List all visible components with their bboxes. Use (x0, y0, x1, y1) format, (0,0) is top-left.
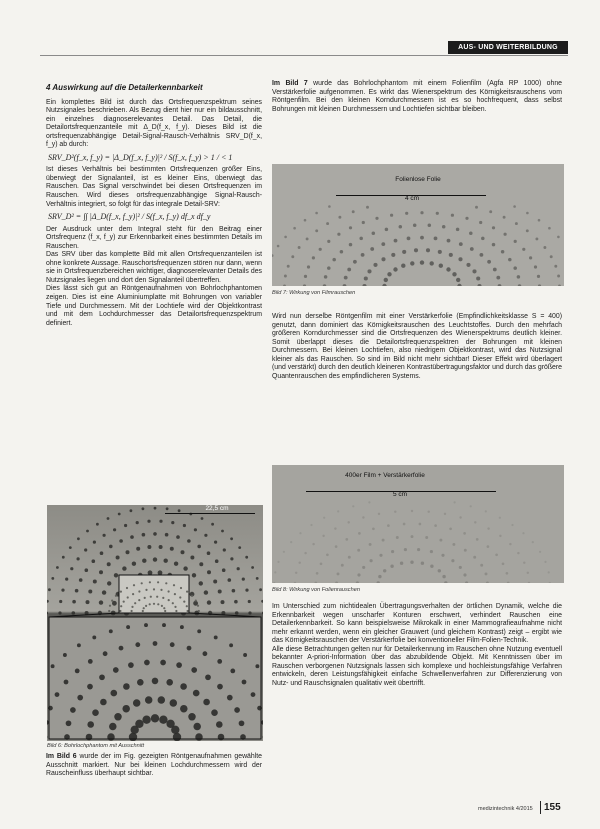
fig8-label-bottom: 5 cm (392, 491, 408, 498)
left-paragraph-2: Ist dieses Verhältnis bei bestimmten Ortsfrequenzen größer Eins, überwiegt der Signalanteil, ist es kleiner Eins, überwiegt das Rauschen. Das Signal verschwindet bei diesen Ortsfrequenzen im Rauschen. Wird dieses ortsfrequenzabhängige Signal-Rausch-Verhältnis integriert, so folgt für das integrale Detail-SRV: (46, 166, 262, 208)
figure-6-drilled-phantom (47, 505, 263, 741)
bild-7-ref: Im Bild 7 (272, 80, 308, 87)
right-paragraph-1 (272, 80, 562, 114)
figure-6-image (47, 505, 263, 741)
right-paragraph-3: Im Unterschied zum nichtidealen Übertragungsverhalten der örtlichen Dynamik, welche die Erkennbarkeit wegen unscharfer Konturen erschwert, verhindert Rauschen eine Detailerkennbarkeit. So kann beispielsweise Mikrokalk in einer Mammografieaufnahme nicht mehr erkannt werden, wenn ein gleicher Grauwert (und gleichem Kontrast) zeigt – ergibt wie das Körnigkeitsrauschen der Verstärkerfolie bei konventioneller Film-Folien-Technik. (272, 603, 562, 645)
figure-7-caption: Bild 7: Wirkung von Filmrauschen (272, 290, 356, 296)
header-rule (40, 55, 568, 56)
left-paragraph-4: Das SRV über das komplette Bild mit allen Ortsfrequenzanteilen ist ohne konkrete Aussage. Rauschortsfrequenzen stören nur dann, wenn sie in Ortsfrequenzbereichen wichtiger, diagnoserelevanter Details des Nutzsignales liegen und dort den Signalanteil übertreffen. (46, 251, 262, 284)
fig7-label-bottom: 4 cm (404, 195, 420, 202)
section-title: 4 Auswirkung auf die Detailerkennbarkeit (46, 83, 203, 92)
footer-separator (540, 801, 541, 814)
page-number: 155 (544, 802, 561, 813)
right-paragraph-2: Wird nun derselbe Röntgenfilm mit einer Verstärkerfolie (Empfindlichkeitsklasse S = 400) genutzt, dann dominiert das Körnigkeitsrauschen des Leuchtstoffes. Durch den mehrfach größeren Korndurchmesser sind die Ortsfrequenzen des Wienerspektrums deutlich kleiner. Somit überlappt dieses die Detailortsfrequenzspektren der Bohrungen mit kleinen Durchmessern. Bei kleinen Lochtiefen, also niedrigem Objektkontrast, wird das Nutzsignal kleiner als das Rauschen. So sind im Bild nicht mehr sichtbar! Dieser Effekt wird überlagert (und verstärkt) durch den deutlich kleineren Kontrastübertragungsfaktor und durch das größere Quantenrauschen des empfindlicheren Systems. (272, 313, 562, 380)
left-paragraph-3: Der Ausdruck unter dem Integral steht für den Beitrag einer Ortsfrequenz (f_x, f_y) zur Erkennbarkeit eines bestimmten Details im Rauschen. (46, 225, 262, 250)
right-paragraph-1-text: wurde das Bohrlochphantom mit einem Folienfilm (Agfa RP 1000) ohne Verstärkerfolie aufgenommen. Es wirkt das Wienerspektrum des Körnigkeitsrauschens vom Röntgenfilm. Bei den kleinen Korndurchmessern ist es so hochfrequent, dass selbst Bohrungen mit kleinen Durchmessern und Lochtiefen sichtbar bleiben. (272, 80, 563, 113)
right-column-bottom (272, 603, 562, 688)
left-paragraph-5: Dies lässt sich gut an Röntgenaufnahmen von Bohrlochphantomen zeigen. Dies ist eine Aluminiumplatte mit Bohrungen von variabler Tiefe und Durchmessern. Mit der Lochtiefe wird der Objektkontrast und mit dem Lochdurchmesser das Detailortsfrequenzspektrum definiert. (46, 285, 262, 327)
scale-label-fig6: 22,5 cm (205, 505, 229, 512)
figure-8-screen-noise (272, 465, 564, 583)
left-paragraph-6-text: wurde der im Fig. gezeigten Röntgenaufnahmen gewählte Ausschnitt markiert. Nur bei kleinen Lochdurchmessern wird der Rauscheinfluss überhaupt sichtbar. (46, 753, 263, 778)
journal-name: medizintechnik 4/2015 (478, 806, 533, 812)
fig7-label-top: Folienlose Folie (395, 176, 441, 183)
formula-1: SRV_D²(f_x, f_y) = |Δ_D(f_x, f_y)|² / S(f_x, f_y) > 1 / < 1 (48, 152, 233, 162)
left-column-bottom (46, 753, 262, 779)
formula-2: SRV_D² = ∫∫ |Δ_D(f_x, f_y)|² / S(f_x, f_y) df_x df_y (48, 212, 211, 222)
section-header: AUS- UND WEITERBILDUNG (448, 41, 568, 54)
figure-8-caption: Bild 8: Wirkung von Folienrauschen (272, 587, 360, 593)
left-paragraph-6 (46, 753, 262, 779)
fig8-label-top: 400er Film + Verstärkerfolie (345, 472, 425, 479)
right-paragraph-4: Alle diese Betrachtungen gelten nur für Detailerkennung im Rauschen ohne Nutzung eventuell bekannter A-priori-Information über das abzubildende Objekt. Mit Kenntnissen über im Rauschen verborgenen Nutzsignals lassen sich komplexe und hochleistungsfähige Verfahren entwickeln, deren Leistungsfähigkeit einfache Schwellenverfahren zur Differenzierung von Nutz- und Rauschsignalen qualitativ weit übertrifft. (272, 645, 562, 687)
bild-6-ref: Im Bild 6 (46, 753, 77, 760)
left-column (46, 84, 262, 328)
scale-bar-fig6 (165, 513, 255, 514)
right-column-top (272, 80, 562, 114)
right-column-middle (272, 313, 562, 381)
figure-6-caption: Bild 6: Bohrlochphantom mit Ausschnitt (47, 743, 145, 749)
figure-8-image (272, 465, 564, 583)
left-paragraph-1: Ein komplettes Bild ist durch das Ortsfrequenzspektrum seines Nutzsignales beschrieben. Als Bezug dient hier nur ein bildausschnitt, ein einzelnes diagnoserelevantes Detail. Das Detail, die Detailortsfrequenzanteile mit Δ_D(f_x, f_y). Dieses Bild ist die ortsfrequenzabhängige Detail-Signal-Rausch-Verhältnis SRV_D(f_x, f_y) ab durch: (46, 98, 262, 149)
figure-7-film-noise (272, 164, 564, 286)
